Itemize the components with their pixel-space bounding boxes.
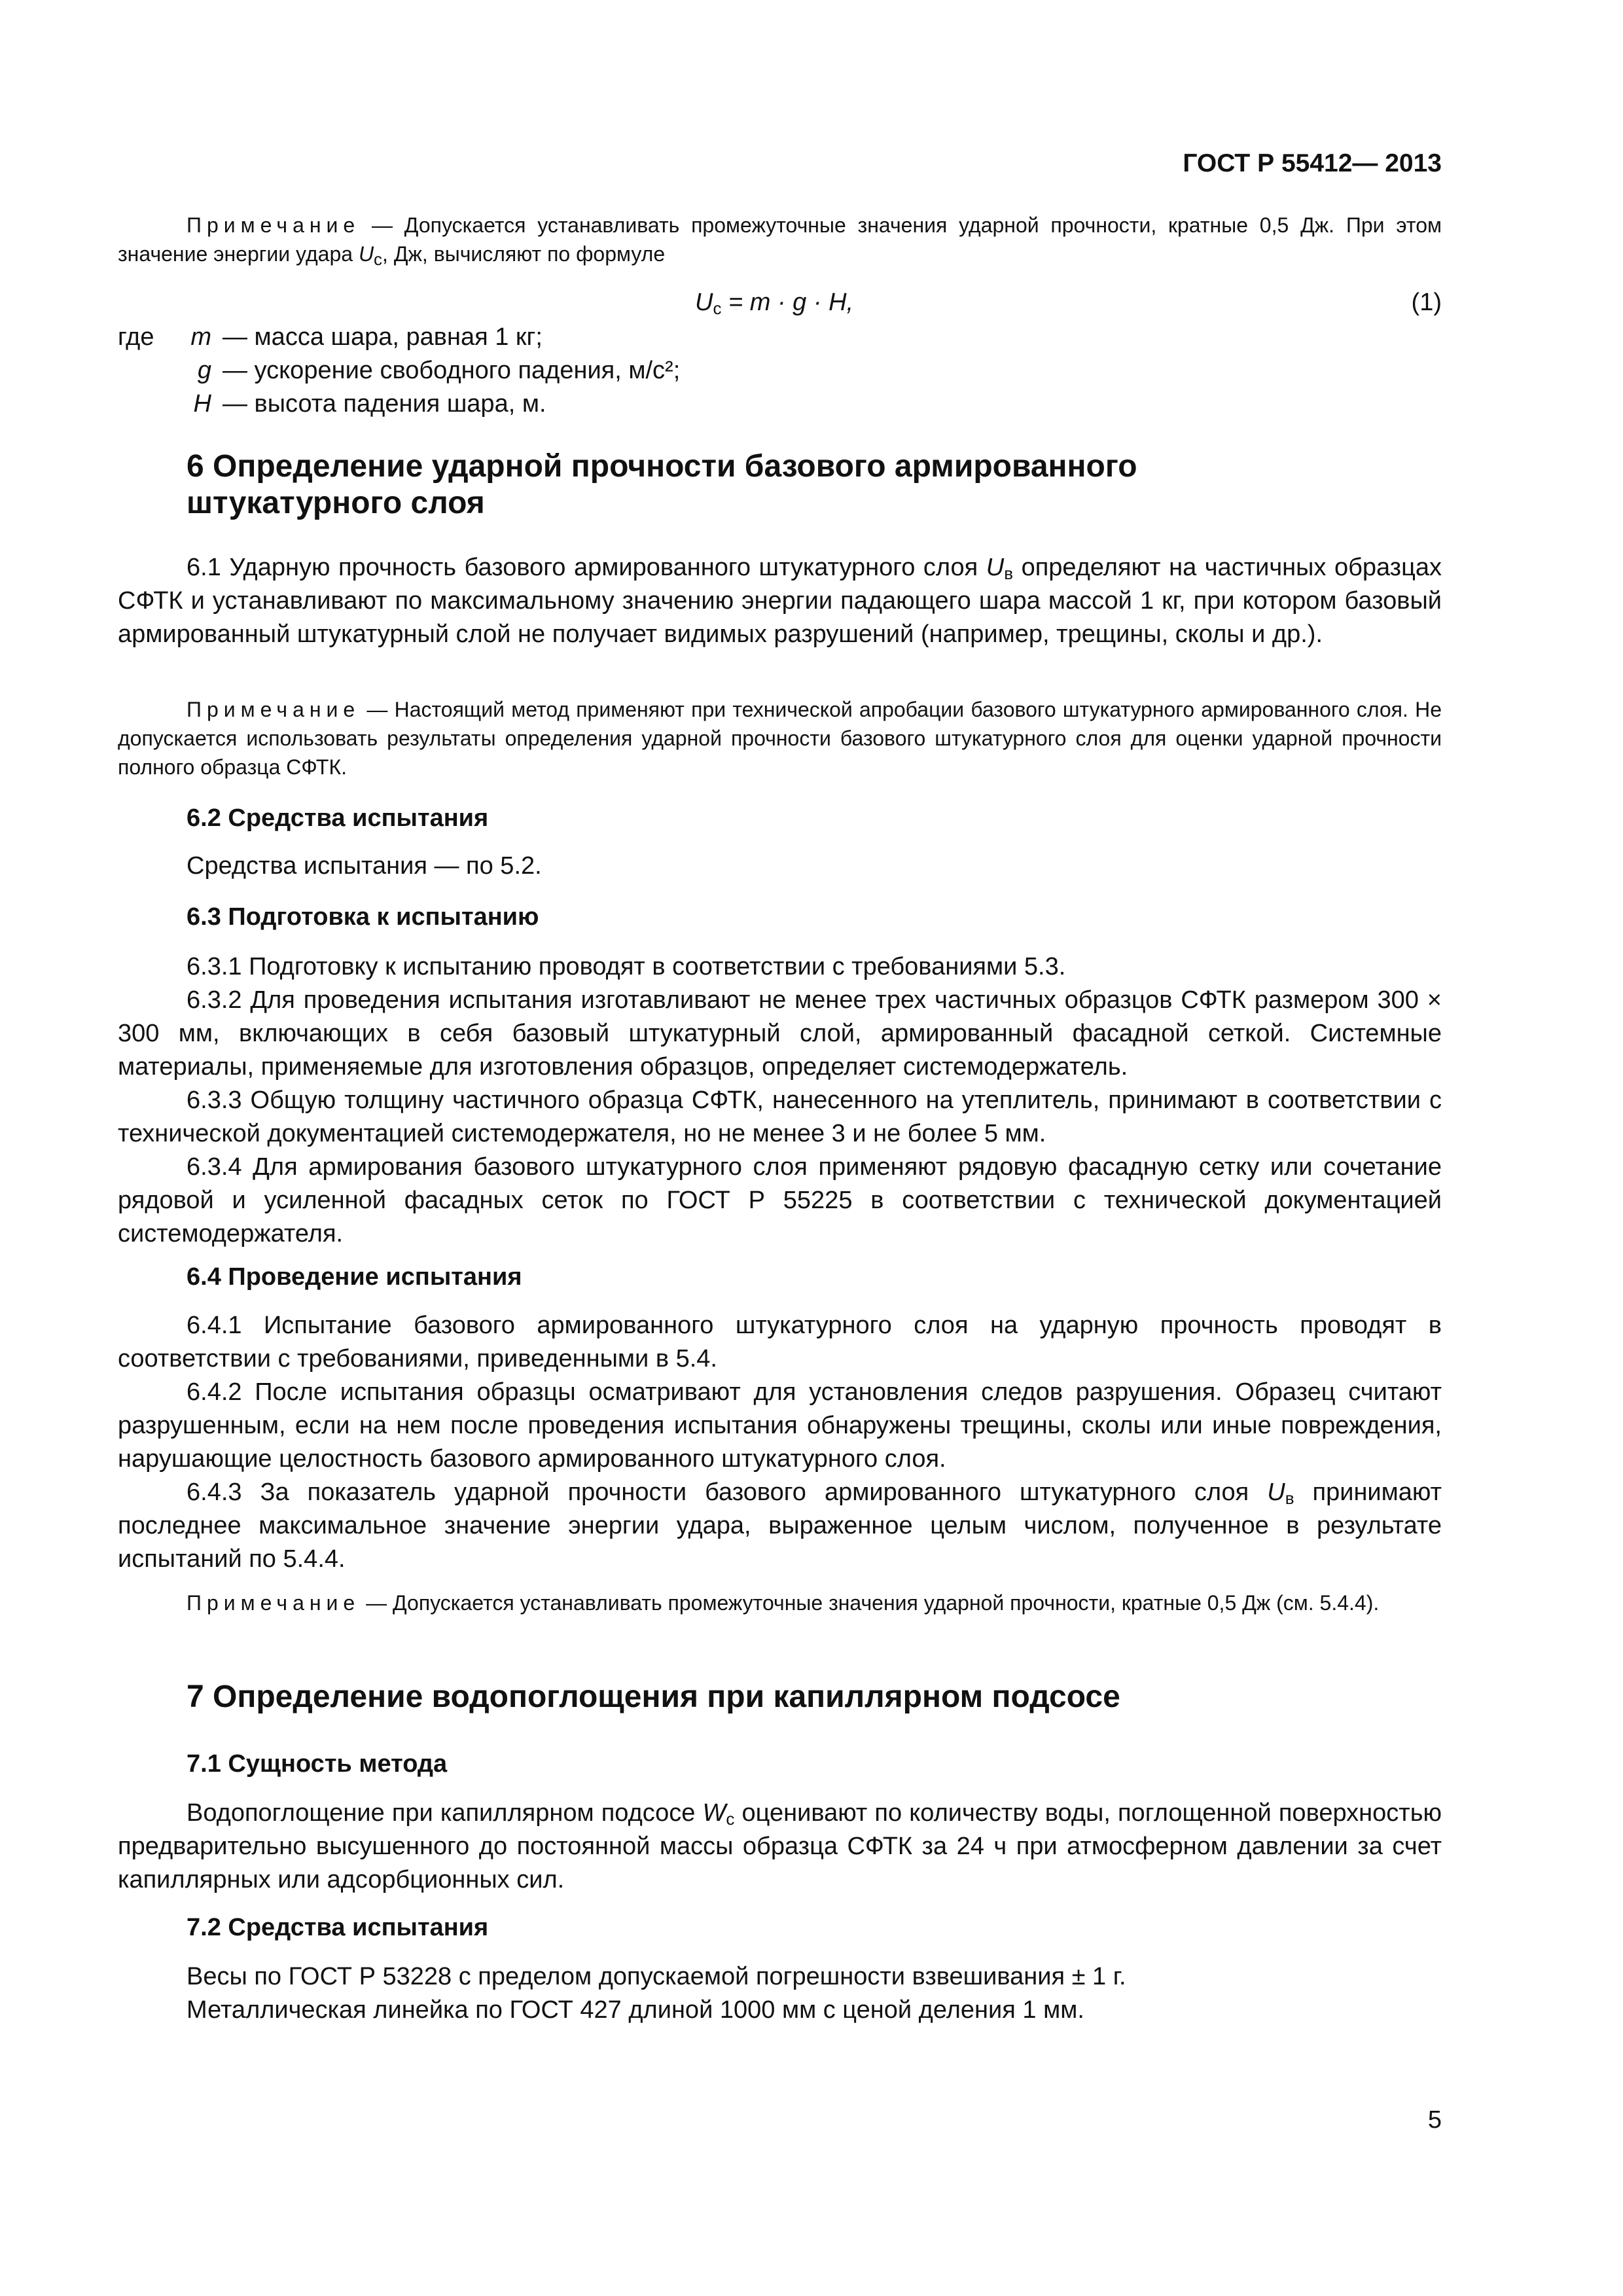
- section-7-heading: 7 Определение водопоглощения при капиллярном подсосе: [187, 1679, 1120, 1714]
- note-6-1: [118, 695, 1442, 781]
- note-formula-intro: [118, 211, 1442, 268]
- paragraph-7-1-text-b: оценивают по количеству воды, поглощенной поверхностью предварительно высушенного до постоянной массы образца СФТК за 24 ч при атмосферном давлении за счет капиллярных или адсорбционных сил.: [118, 1799, 1442, 1893]
- note-6-4-3: [118, 1588, 1442, 1617]
- where-var: m: [190, 323, 211, 351]
- heading-7-1: 7.1 Сущность метода: [187, 1750, 448, 1778]
- formula-lhs-subscript: c: [713, 298, 722, 318]
- formula-number: (1): [1411, 289, 1442, 316]
- section-6-heading: [187, 448, 1137, 522]
- note-text: — Настоящий метод применяют при технической апробации базового штукатурного армированного слоя. Не допускается использовать результаты определения ударной прочности базового штукатурного слоя для оценки ударной прочности полного образца СФТК.: [118, 698, 1442, 779]
- note-text-b: , Дж, вычисляют по формуле: [382, 242, 666, 266]
- paragraph-6-1: [118, 551, 1442, 651]
- where-prefix: где: [118, 323, 154, 351]
- formula: [695, 286, 853, 319]
- section-6-heading-line2: штукатурного слоя: [187, 486, 485, 520]
- symbol-u: U: [986, 554, 1005, 581]
- paragraph-6-3-4: 6.3.4 Для армирования базового штукатурного слоя применяют рядовую фасадную сетку или сочетание рядовой и усиленной фасадных сеток по ГОСТ Р 55225 в соответствии с технической документацией системодержателя.: [118, 1153, 1442, 1247]
- heading-6-4: 6.4 Проведение испытания: [187, 1263, 522, 1291]
- heading-7-2: 7.2 Средства испытания: [187, 1914, 489, 1941]
- where-def: — масса шара, равная 1 кг;: [223, 323, 543, 351]
- paragraph-7-2-scales: Весы по ГОСТ Р 53228 с пределом допускаемой погрешности взвешивания ± 1 г.: [187, 1963, 1126, 1990]
- symbol-subscript: в: [1285, 1488, 1294, 1508]
- paragraph-6-1-text-b: определяют на частичных образцах СФТК и устанавливают по максимальному значению энергии падающего шара массой 1 кг, при котором базовый армированный штукатурный слой не получает видимых разрушений (например, трещины, сколы и др.).: [118, 554, 1442, 648]
- paragraph-6-3-1: 6.3.1 Подготовку к испытанию проводят в соответствии с требованиями 5.3.: [187, 953, 1066, 980]
- note-label: Примечание: [187, 1591, 361, 1615]
- paragraph-6-3-2: 6.3.2 Для проведения испытания изготавливают не менее трех частичных образцов СФТК размером 300 × 300 мм, включающих в себя базовый штукатурный слой, армированный фасадной сеткой. Системные материалы, применяемые для изготовления образцов, определяет системодержатель.: [118, 986, 1442, 1081]
- paragraph-6-3-3: 6.3.3 Общую толщину частичного образца СФТК, нанесенного на утеплитель, принимают в соответствии с технической документацией системодержателя, но не менее 3 и не более 5 мм.: [118, 1086, 1442, 1147]
- formula-lhs: U: [695, 289, 713, 316]
- paragraph-6-4-2: 6.4.2 После испытания образцы осматривают для установления следов разрушения. Образец считают разрушенным, если на нем после проведения испытания обнаружены трещины, сколы или иные повреждения, нарушающие целостность базового армированного штукатурного слоя.: [118, 1378, 1442, 1473]
- symbol-u: U: [358, 242, 374, 266]
- symbol-u: U: [1267, 1479, 1285, 1506]
- section-6-heading-line1: 6 Определение ударной прочности базового армированного: [187, 449, 1137, 484]
- paragraph-7-1-text-a: Водопоглощение при капиллярном подсосе: [187, 1799, 703, 1827]
- symbol-w: W: [702, 1799, 726, 1827]
- note-label: Примечание: [187, 213, 361, 237]
- symbol-subscript: c: [726, 1809, 735, 1829]
- note-text-a: — Допускается устанавливать промежуточные значения ударной прочности, кратные 0,5 Дж. При этом значение энергии удара: [118, 213, 1442, 266]
- paragraph-6-4-1: 6.4.1 Испытание базового армированного штукатурного слоя на ударную прочность проводят в соответствии с требованиями, приведенными в 5.4.: [118, 1312, 1442, 1372]
- paragraph-6-1-text-a: 6.1 Ударную прочность базового армированного штукатурного слоя: [187, 554, 986, 581]
- where-def: — высота падения шара, м.: [223, 390, 546, 418]
- paragraph-6-4-3: [118, 1476, 1442, 1576]
- where-var: g: [197, 357, 211, 384]
- document-number: ГОСТ Р 55412— 2013: [1183, 149, 1442, 177]
- page-number: 5: [1427, 2106, 1442, 2134]
- where-var: H: [193, 390, 211, 418]
- symbol-subscript: в: [1004, 564, 1014, 583]
- symbol-subscript: c: [374, 249, 383, 269]
- paragraph-6-4-3-text-a: 6.4.3 За показатель ударной прочности базового армированного штукатурного слоя: [187, 1479, 1268, 1506]
- heading-6-2: 6.2 Средства испытания: [187, 804, 489, 832]
- note-text: — Допускается устанавливать промежуточные значения ударной прочности, кратные 0,5 Дж (см. 5.4.4).: [360, 1591, 1380, 1615]
- note-label: Примечание: [187, 698, 361, 721]
- paragraph-6-4-3-text-b: принимают последнее максимальное значение энергии удара, выраженное целым числом, полученное в результате испытаний по 5.4.4.: [118, 1479, 1442, 1573]
- where-row-m: [118, 321, 543, 354]
- paragraph-7-1: [118, 1797, 1442, 1897]
- formula-rhs: = m · g · H,: [721, 289, 854, 316]
- paragraph-7-2-ruler: Металлическая линейка по ГОСТ 427 длиной 1000 мм с ценой деления 1 мм.: [187, 1996, 1084, 2024]
- heading-6-3: 6.3 Подготовка к испытанию: [187, 903, 539, 931]
- where-def: — ускорение свободного падения, м/с²;: [223, 357, 681, 384]
- paragraph-6-2: Средства испытания — по 5.2.: [187, 852, 542, 880]
